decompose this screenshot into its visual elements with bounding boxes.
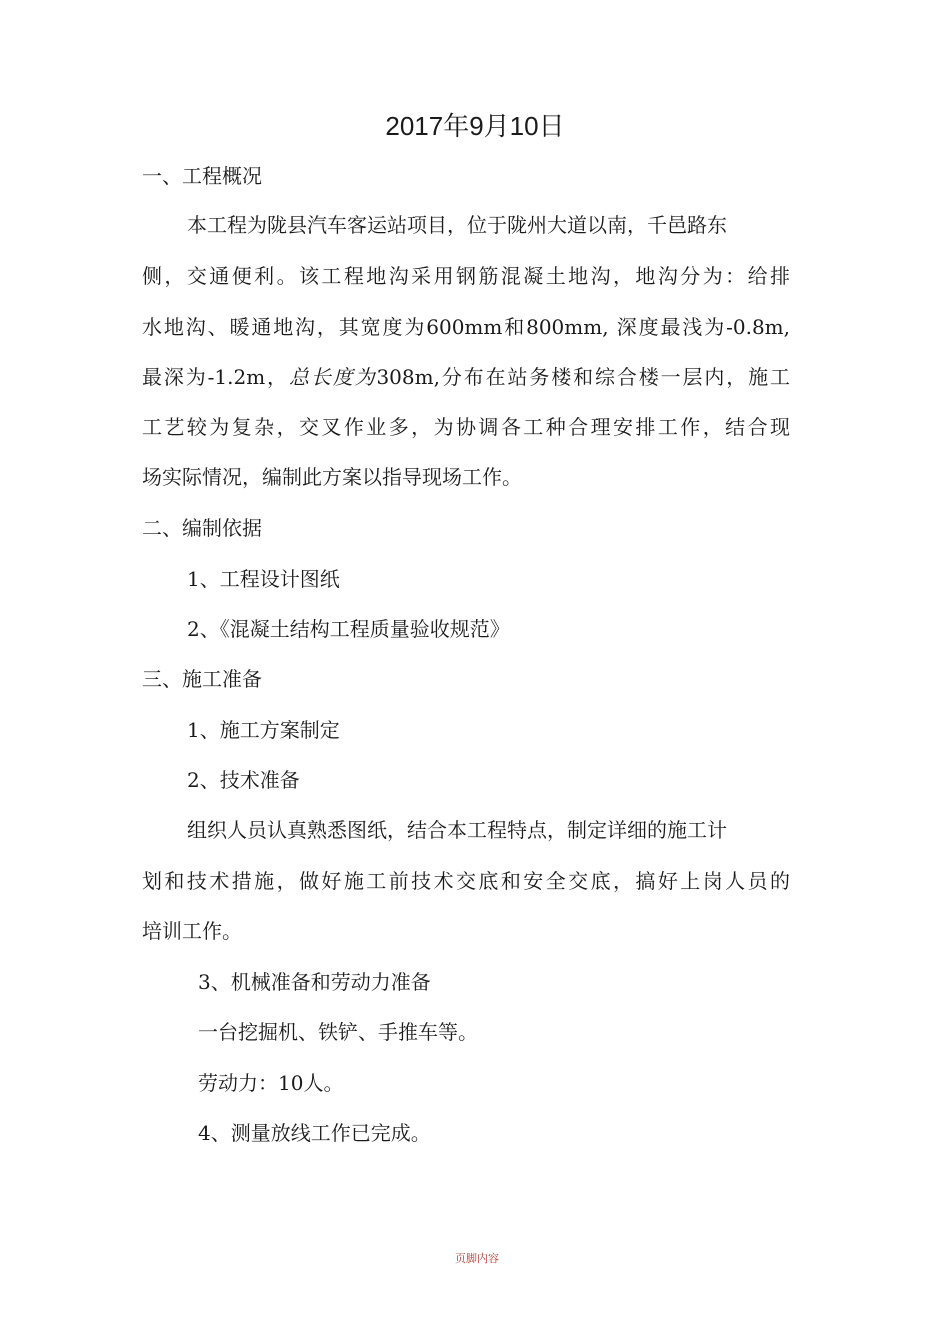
overview-line-4-italic: 总长度为 [288, 365, 377, 389]
overview-line-4 [142, 362, 790, 392]
basis-item-1: 1、工程设计图纸 [187, 567, 340, 591]
section-heading-preparation: 三、施工准备 [142, 667, 262, 691]
page-footer: 页脚内容 [455, 1252, 499, 1265]
overview-line-4-end: 308m,分布在站务楼和综合楼一层内，施工 [376, 365, 791, 389]
overview-line-5: 工艺较为复杂，交叉作业多，为协调各工种合理安排工作，结合现 [142, 415, 790, 439]
prep-item-4: 4、测量放线工作已完成。 [198, 1121, 431, 1145]
overview-line-3: 水地沟、暖通地沟，其宽度为600mm和800mm, 深度最浅为-0.8m, [142, 315, 790, 339]
prep-item-3: 3、机械准备和劳动力准备 [198, 970, 431, 994]
prep-item-2: 2、技术准备 [187, 768, 300, 792]
tech-line-3: 培训工作。 [142, 919, 242, 943]
overview-line-1: 本工程为陇县汽车客运站项目，位于陇州大道以南，千邑路东 [187, 213, 727, 237]
section-heading-basis: 二、编制依据 [142, 516, 262, 540]
overview-line-4-start: 最深为-1.2m， [142, 365, 289, 389]
document-date: 2017年9月10日 [385, 111, 565, 141]
overview-line-6: 场实际情况，编制此方案以指导现场工作。 [142, 465, 522, 489]
labor-line: 劳动力：10人。 [198, 1071, 344, 1095]
prep-item-1: 1、施工方案制定 [187, 718, 340, 742]
overview-line-2: 侧，交通便利。该工程地沟采用钢筋混凝土地沟，地沟分为：给排 [142, 264, 790, 288]
section-heading-overview: 一、工程概况 [142, 164, 262, 188]
tech-line-2: 划和技术措施，做好施工前技术交底和安全交底，搞好上岗人员的 [142, 869, 790, 893]
tech-line-1: 组织人员认真熟悉图纸，结合本工程特点，制定详细的施工计 [187, 818, 727, 842]
basis-item-2: 2、《混凝土结构工程质量验收规范》 [187, 617, 510, 641]
machines-line: 一台挖掘机、铁铲、手推车等。 [198, 1020, 478, 1044]
